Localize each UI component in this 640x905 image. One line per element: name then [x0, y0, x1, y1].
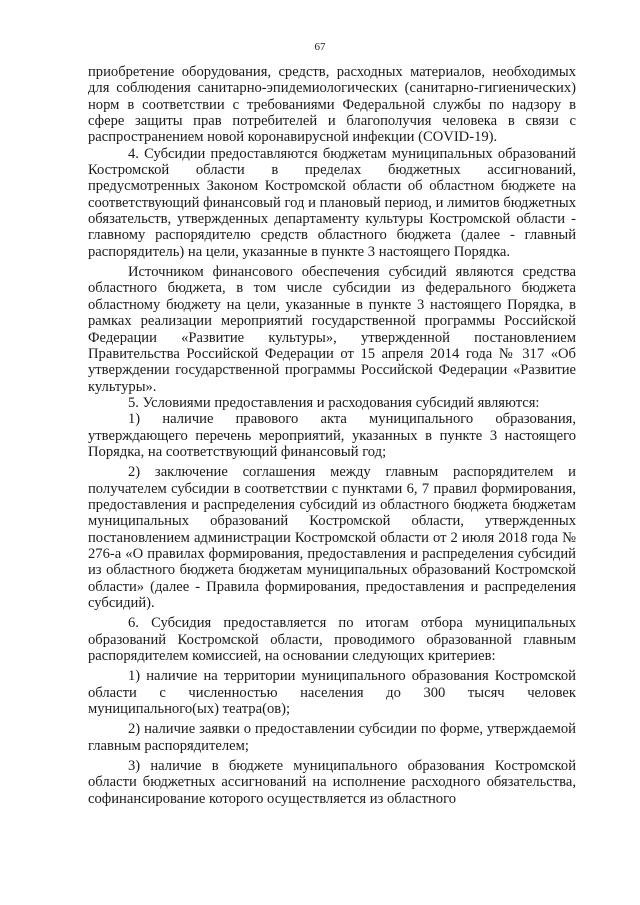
paragraph-item-6-1: 1) наличие на территории муниципального образования Костромской области с численностью населения до 300 тысяч человек муниципального(ых) театра(ов);: [88, 668, 576, 718]
paragraph-continuation: приобретение оборудования, средств, расходных материалов, необходимых для соблюдения санитарно-эпидемиологических (санитарно-гигиенических) норм в соответствии с требованиями Федеральной службы по надзору в сфере защиты прав потребителей и благополучия человека в связи с распространением новой коронавирусной инфекции (COVID-19).: [88, 64, 576, 146]
paragraph-funding-source: Источником финансового обеспечения субсидий являются средства областного бюджета, в том числе субсидии из федерального бюджета областному бюджету на цели, указанные в пункте 3 настоящего Порядка, в рамках реализации мероприятий государственной программы Российской Федерации «Развитие культуры», утвержденной постановлением Правительства Российской Федерации от 15 апреля 2014 года № 317 «Об утверждении государственной программы Российской Федерации «Развитие культуры».: [88, 264, 576, 395]
document-body: [88, 64, 576, 807]
paragraph-item-5: 5. Условиями предоставления и расходования субсидий являются:: [128, 394, 540, 411]
paragraph-item-5-2: 2) заключение соглашения между главным распорядителем и получателем субсидии в соответствии с пунктами 6, 7 правил формирования, предоставления и распределения субсидий из областного бюджета бюджетам муниципальных образований Костромской области, утвержденных постановлением администрации Костромской области от 2 июля 2018 года № 276-а «О правилах формирования, предоставления и распределения субсидий из областного бюджета бюджетам муниципальных образований Костромской области» (далее - Правила формирования, предоставления и распределения субсидий).: [88, 464, 576, 611]
paragraph-item-6-3: 3) наличие в бюджете муниципального образования Костромской области бюджетных ассигнований на исполнение расходного обязательства, софинансирование которого осуществляется из областного: [88, 758, 576, 807]
paragraph-item-5-1: 1) наличие правового акта муниципального образования, утверждающего перечень мероприятий, указанных в пункте 3 настоящего Порядка, на соответствующий финансовый год;: [88, 411, 576, 460]
paragraph-item-6: 6. Субсидия предоставляется по итогам отбора муниципальных образований Костромской области, проводимого образованной главным распорядителем комиссией, на основании следующих критериев:: [88, 615, 576, 665]
paragraph-item-4: 4. Субсидии предоставляются бюджетам муниципальных образований Костромской области в пределах бюджетных ассигнований, предусмотренных Законом Костромской области об областном бюджете на соответствующий финансовый год и плановый период, и лимитов бюджетных обязательств, утвержденных департаменту культуры Костромской области - главному распорядителю средств областного бюджета (далее - главный распорядитель) на цели, указанные в пункте 3 настоящего Порядка.: [88, 145, 576, 260]
page-number: 67: [314, 41, 326, 53]
paragraph-item-6-2: 2) наличие заявки о предоставлении субсидии по форме, утверждаемой главным распорядителем;: [88, 721, 576, 754]
